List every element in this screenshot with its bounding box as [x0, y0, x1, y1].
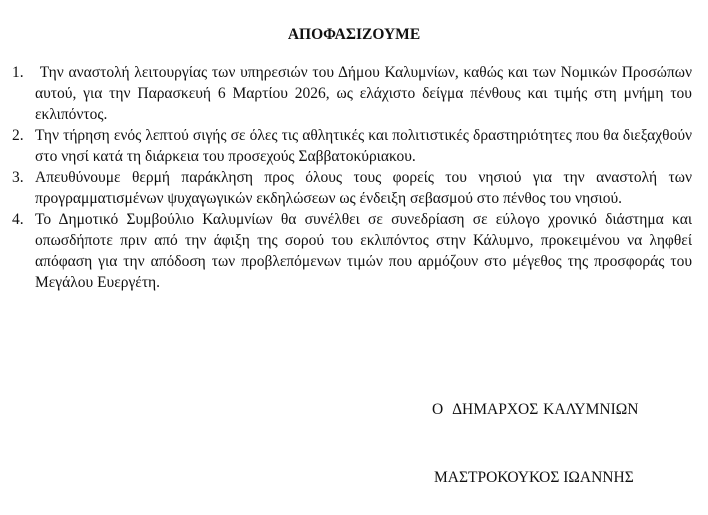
item-number: 4.	[12, 211, 24, 228]
item-text: Την αναστολή λειτουργίας των υπηρεσιών του Δήμου Καλυμνίων, καθώς και των Νομικών Προσώπων αυτού, για την Παρασκευή 6 Μαρτίου 2026, ως ελάχιστο δείγμα πένθους και τιμής στη μνήμη του εκλιπόντος.	[35, 64, 696, 123]
decision-item-2	[12, 125, 692, 167]
item-number: 1.	[12, 64, 24, 81]
item-text: Απευθύνουμε θερμή παράκληση προς όλους τους φορείς του νησιού για την αναστολή των προγραμματισμένων ψυχαγωγικών εκδηλώσεων ως ένδειξη σεβασμού στο πένθος του νησιού.	[35, 169, 692, 207]
decision-list	[12, 62, 696, 293]
decision-item-3	[12, 167, 692, 209]
item-number: 2.	[12, 127, 24, 144]
signatory-name: ΜΑΣΤΡΟΚΟΥΚΟΣ ΙΩΑΝΝΗΣ	[434, 469, 634, 486]
item-text: Το Δημοτικό Συμβούλιο Καλυμνίων θα συνέλθει σε συνεδρίαση σε εύλογο χρονικό διάστημα και οπωσδήποτε πριν από την άφιξη της σορού του εκλιπόντος στην Κάλυμνο, προκειμένου να ληφθεί απόφαση για την απόδοση των προβλεπόμενων τιμών που αρμόζουν στο μέγεθος της προσφοράς του Μεγάλου Ευεργέτη.	[35, 211, 692, 291]
signatory-title: Ο ΔΗΜΑΡΧΟΣ ΚΑΛΥΜΝΙΩΝ	[432, 401, 639, 418]
decision-item-4	[12, 209, 692, 293]
decision-item-1	[12, 62, 696, 125]
document-heading: ΑΠΟΦΑΣΙΖΟΥΜΕ	[287, 26, 421, 43]
item-number: 3.	[12, 169, 24, 186]
item-text: Την τήρηση ενός λεπτού σιγής σε όλες τις αθλητικές και πολιτιστικές δραστηριότητες που θα διεξαχθούν στο νησί κατά τη διάρκεια του προσεχούς Σαββατοκύριακου.	[35, 127, 692, 165]
